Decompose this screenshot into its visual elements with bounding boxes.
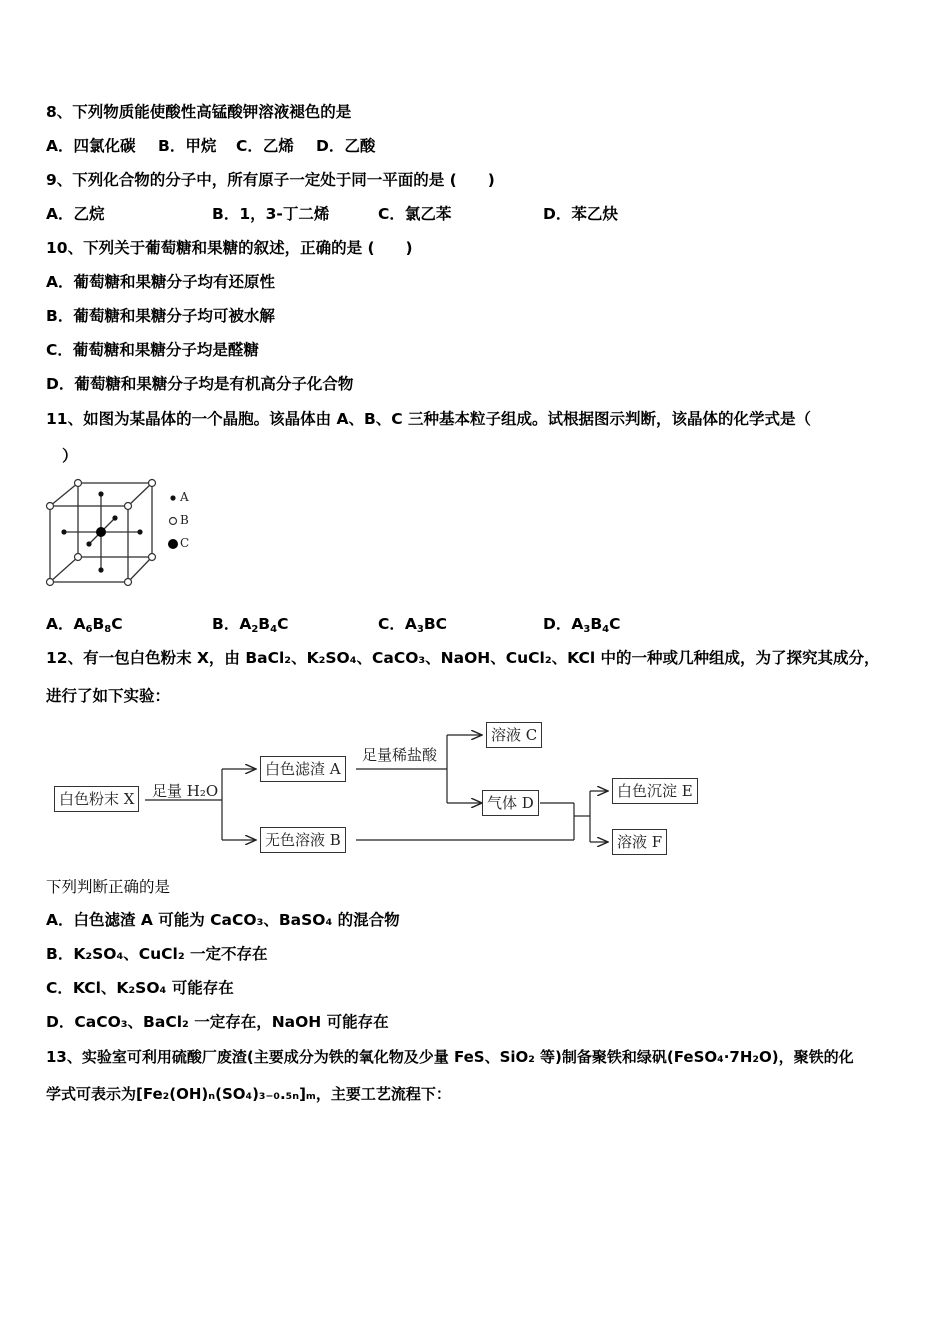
q13-line1: 13、实验室可利用硫酸厂废渣(主要成分为铁的氧化物及少量 FeS、SiO₂ 等)制备聚铁和绿矾(FeSO₄·7H₂O)，聚铁的化 <box>46 1048 854 1066</box>
q9-option-d[interactable]: D．苯乙炔 <box>543 205 618 223</box>
formula-part: A <box>404 615 417 633</box>
option-letter: B． <box>212 615 240 633</box>
formula-part: B <box>258 615 271 633</box>
q8-stem: 8、下列物质能使酸性高锰酸钾溶液褪色的是 <box>46 103 352 121</box>
q9-option-b[interactable]: B．1，3-丁二烯 <box>212 205 330 223</box>
q11-option-d[interactable] <box>543 614 621 640</box>
label-water: 足量 H₂O <box>152 782 219 800</box>
q11-option-b[interactable] <box>212 614 288 640</box>
formula-sub: 4 <box>602 624 610 635</box>
q12-stem <box>46 648 880 668</box>
box-white-powder-x: 白色粉末 X <box>54 786 139 812</box>
stem-text: 中的一种或几种组成，为了探究其成分， <box>595 649 880 667</box>
option-letter: C． <box>378 615 405 633</box>
formula-part: B <box>92 615 105 633</box>
legend-b: B <box>180 513 189 527</box>
option-letter: A． <box>46 615 74 633</box>
formula-part: C <box>277 615 289 633</box>
box-filter-residue-a: 白色滤渣 A <box>260 756 346 782</box>
q10-option-a[interactable]: A．葡萄糖和果糖分子均有还原性 <box>46 273 275 291</box>
formula-sub: 8 <box>104 624 112 635</box>
formula-part: BC <box>423 615 448 633</box>
q11-stem-cont: ） <box>62 447 78 465</box>
q11-option-c[interactable] <box>378 614 447 640</box>
box-solution-c: 溶液 C <box>486 722 542 748</box>
stem-text: 12、有一包白色粉末 X，由 <box>46 649 246 667</box>
formula-part: A <box>571 615 584 633</box>
q12-option-a[interactable]: A．白色滤渣 A 可能为 CaCO₃、BaSO₄ 的混合物 <box>46 911 400 929</box>
stem-chemicals: BaCl₂、K₂SO₄、CaCO₃、NaOH、CuCl₂、KCl <box>245 649 596 667</box>
legend-a: A <box>180 490 189 504</box>
formula-sub: 3 <box>416 624 424 635</box>
option-letter: D． <box>543 615 572 633</box>
q10-stem: 10、下列关于葡萄糖和果糖的叙述，正确的是 ( ) <box>46 239 413 257</box>
q12-stem-line2: 进行了如下实验： <box>46 687 171 705</box>
q11-stem: 11、如图为某晶体的一个晶胞。该晶体由 A、B、C 三种基本粒子组成。试根据图示判断，该晶体的化学式是（ <box>46 410 812 428</box>
formula-sub: 3 <box>583 624 591 635</box>
formula-part: C <box>111 615 123 633</box>
q8-option-c[interactable]: C．乙烯 <box>236 137 294 155</box>
formula-sub: 2 <box>251 624 259 635</box>
box-gas-d: 气体 D <box>482 790 539 816</box>
q12-option-c[interactable]: C．KCl、K₂SO₄ 可能存在 <box>46 979 234 997</box>
formula-sub: 6 <box>85 624 93 635</box>
q8-option-d[interactable]: D．乙酸 <box>316 137 376 155</box>
q9-option-c[interactable]: C．氯乙苯 <box>378 205 452 223</box>
formula-part: A <box>239 615 252 633</box>
box-precipitate-e: 白色沉淀 E <box>612 778 698 804</box>
q12-judge: 下列判断正确的是 <box>46 878 171 896</box>
formula-part: A <box>73 615 86 633</box>
q8-option-b[interactable]: B．甲烷 <box>158 137 217 155</box>
formula-sub: 4 <box>270 624 278 635</box>
q10-option-c[interactable]: C．葡萄糖和果糖分子均是醛糖 <box>46 341 259 359</box>
q9-option-a[interactable]: A．乙烷 <box>46 205 105 223</box>
q10-option-b[interactable]: B．葡萄糖和果糖分子均可被水解 <box>46 307 275 325</box>
legend-c: C <box>180 536 190 550</box>
q8-option-a[interactable]: A．四氯化碳 <box>46 137 136 155</box>
formula-part: C <box>609 615 621 633</box>
q13-line2: 学式可表示为[Fe₂(OH)ₙ(SO₄)₃₋₀.₅ₙ]ₘ，主要工艺流程下： <box>46 1085 451 1103</box>
q10-option-d[interactable]: D．葡萄糖和果糖分子均是有机高分子化合物 <box>46 375 354 393</box>
q12-option-b[interactable]: B．K₂SO₄、CuCl₂ 一定不存在 <box>46 945 268 963</box>
q12-option-d[interactable]: D．CaCO₃、BaCl₂ 一定存在，NaOH 可能存在 <box>46 1013 389 1031</box>
q11-option-a[interactable] <box>46 614 123 640</box>
label-hydrochloric-acid: 足量稀盐酸 <box>362 746 438 764</box>
box-solution-f: 溶液 F <box>612 829 667 855</box>
q9-stem: 9、下列化合物的分子中，所有原子一定处于同一平面的是 ( ) <box>46 171 495 189</box>
box-solution-b: 无色溶液 B <box>260 827 346 853</box>
formula-part: B <box>590 615 603 633</box>
